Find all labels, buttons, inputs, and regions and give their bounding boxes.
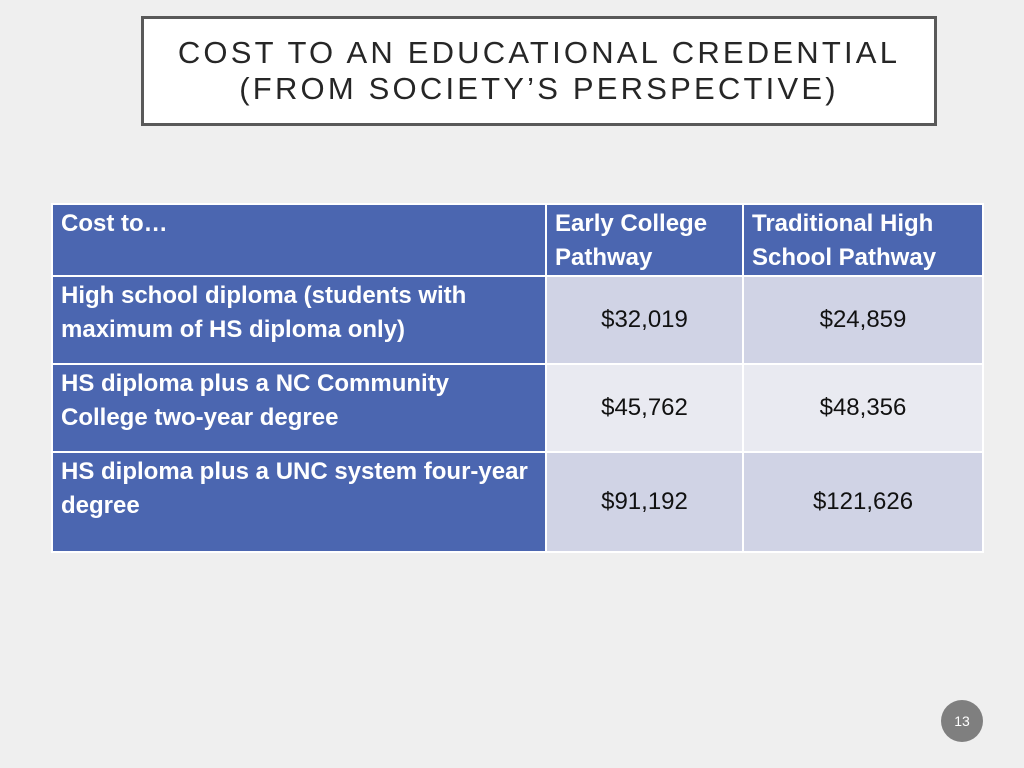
- table-row: [52, 364, 983, 452]
- cost-table: [51, 203, 984, 553]
- page-number-badge: 13: [941, 700, 983, 742]
- header-early-college: Early College Pathway: [546, 204, 743, 276]
- header-cost-to: Cost to…: [52, 204, 546, 276]
- traditional-value: $121,626: [743, 452, 983, 552]
- slide-title-line-1: COST TO AN EDUCATIONAL CREDENTIAL: [177, 35, 901, 70]
- traditional-value: $48,356: [743, 364, 983, 452]
- row-label: High school diploma (students with maximum of HS diploma only): [52, 276, 546, 364]
- slide-title-box: [141, 16, 937, 126]
- header-traditional: Traditional High School Pathway: [743, 204, 983, 276]
- table-row: [52, 276, 983, 364]
- row-label: HS diploma plus a UNC system four-year degree: [52, 452, 546, 552]
- early-college-value: $45,762: [546, 364, 743, 452]
- early-college-value: $32,019: [546, 276, 743, 364]
- row-label: HS diploma plus a NC Community College two-year degree: [52, 364, 546, 452]
- table-header-row: [52, 204, 983, 276]
- traditional-value: $24,859: [743, 276, 983, 364]
- slide-title-line-2: (FROM SOCIETY’S PERSPECTIVE): [239, 71, 839, 106]
- table-row: [52, 452, 983, 552]
- early-college-value: $91,192: [546, 452, 743, 552]
